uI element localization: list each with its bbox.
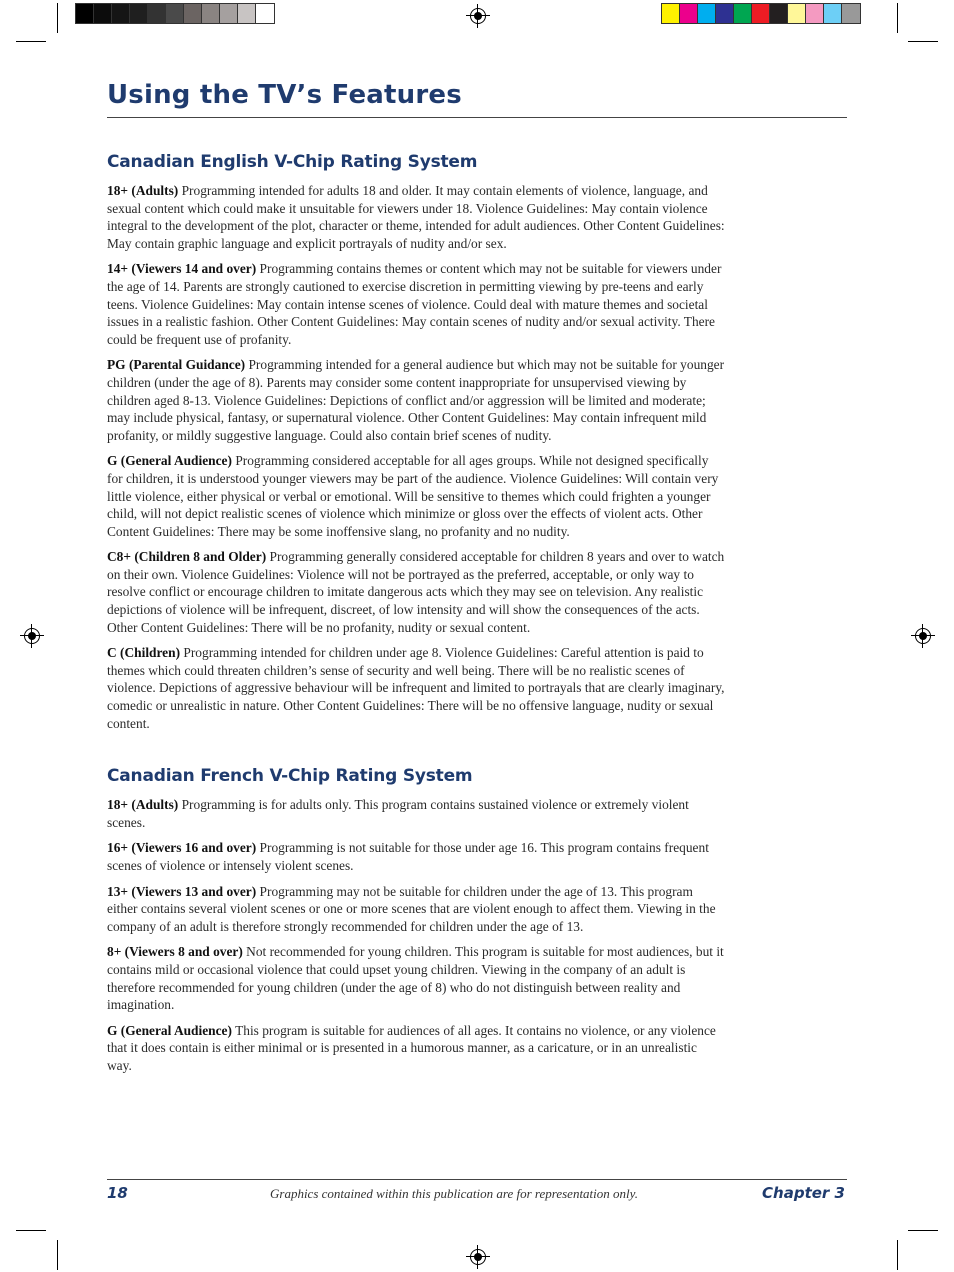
rating-entry	[107, 452, 725, 540]
rating-label: PG (Parental Guidance)	[107, 357, 246, 373]
crop-mark	[908, 41, 938, 42]
registration-mark-icon	[24, 628, 40, 644]
color-swatch	[662, 4, 680, 23]
rating-label: C (Children)	[107, 645, 181, 661]
rating-entry	[107, 644, 725, 732]
rating-label: G (General Audience)	[107, 453, 232, 469]
rating-entry	[107, 883, 725, 936]
color-swatch	[256, 4, 274, 23]
color-swatch	[130, 4, 148, 23]
section-heading: Canadian French V-Chip Rating System	[107, 766, 473, 787]
footer-disclaimer: Graphics contained within this publication are for representation only.	[270, 1186, 638, 1201]
rating-description: Programming intended for a general audience but which may not be suitable for younger children (under the age of 8). Parents may consider some content inappropriate for unsupervised viewing by children aged 8-13. Violence Guidelines: Depictions of conflict and/or aggression will be limited and moderate; may include physical, fantasy, or supernatural violence. Other Content Guidelines: May contain infrequent mild profanity, or mildly suggestive language. Could also contain brief scenes of nudity.	[107, 357, 725, 443]
page-title: Using the TV’s Features	[107, 80, 462, 110]
page-number: 18	[107, 1184, 128, 1202]
rating-label: C8+ (Children 8 and Older)	[107, 549, 267, 565]
rating-entry	[107, 943, 725, 1013]
main-content	[107, 152, 725, 1083]
color-swatch	[716, 4, 734, 23]
grayscale-color-bar	[75, 3, 275, 24]
footer-divider	[107, 1179, 847, 1180]
color-swatch	[76, 4, 94, 23]
color-swatch	[148, 4, 166, 23]
color-swatch	[202, 4, 220, 23]
rating-entry	[107, 796, 725, 831]
color-swatch	[220, 4, 238, 23]
crop-mark	[16, 1230, 46, 1231]
rating-label: 8+ (Viewers 8 and over)	[107, 944, 243, 960]
rating-description: Programming is for adults only. This program contains sustained violence or extremely violent scenes.	[107, 797, 689, 830]
rating-entry	[107, 1022, 725, 1075]
color-swatch	[112, 4, 130, 23]
rating-entry	[107, 548, 725, 636]
rating-description: Not recommended for young children. This program is suitable for most audiences, but it contains mild or occasional violence that could upset young children. Viewing in the company of an adult is therefore recommended for young children (under the age of 8) who do not distinguish between reality and imagination.	[107, 944, 724, 1013]
rating-description: Programming intended for children under age 8. Violence Guidelines: Careful attention is paid to themes which could threaten children’s sense of security and well being. There will be no realistic scenes of violence. Depictions of aggressive behaviour will be infrequent and limited to portrayals that are clearly imaginary, comedic or unrealistic in nature. Other Content Guidelines: There will be no offensive language, nudity or sexual content.	[107, 645, 725, 731]
rating-label: G (General Audience)	[107, 1022, 232, 1038]
section-heading: Canadian English V-Chip Rating System	[107, 152, 478, 172]
rating-label: 18+ (Adults)	[107, 797, 179, 813]
rating-description: This program is suitable for audiences of all ages. It contains no violence, or any violence that it does contain is either minimal or is presented in a humorous manner, as a caricature, or in an unrealistic way.	[107, 1022, 716, 1073]
registration-mark-icon	[915, 628, 931, 644]
color-swatch	[680, 4, 698, 23]
registration-mark-icon	[470, 1249, 486, 1265]
rating-description: Programming contains themes or content which may not be suitable for viewers under the age of 14. Parents are strongly cautioned to exercise discretion in permitting viewing by pre-teens and early teens. Violence Guidelines: May contain intense scenes of violence. Could deal with mature themes and societal issues in a realistic fashion. Other Content Guidelines: May contain scenes of nudity and/or sexual activity. There could be frequent use of profanity.	[107, 261, 722, 347]
color-swatch	[698, 4, 716, 23]
color-swatch	[788, 4, 806, 23]
rating-description: Programming is not suitable for those under age 16. This program contains frequent scenes of violence or intensely violent scenes.	[107, 840, 709, 873]
chapter-label: Chapter 3	[762, 1184, 845, 1202]
process-color-bar	[661, 3, 861, 24]
rating-label: 18+ (Adults)	[107, 183, 179, 198]
rating-description: Programming considered acceptable for all ages groups. While not designed specifically for children, it is understood younger viewers may be part of the audience. Violence Guidelines: Will contain very little violence, either physical or verbal or emotional. Will be sensitive to themes which could frighten a younger child, will not depict realistic scenes of violence which minimize or gloss over the effects of violent acts. Other Content Guidelines: There may be some inoffensive slang, no profanity and no nudity.	[107, 453, 719, 539]
color-swatch	[184, 4, 202, 23]
rating-entry	[107, 260, 725, 348]
color-swatch	[842, 4, 860, 23]
rating-label: 13+ (Viewers 13 and over)	[107, 883, 257, 899]
rating-entry	[107, 182, 725, 252]
rating-description: Programming generally considered acceptable for children 8 years and over to watch on their own. Violence Guidelines: Violence will not be portrayed as the preferred, acceptable, or only way to resolve conflict or encourage children to imitate dangerous acts which they may see on television. Any realistic depictions of violence will be infrequent, discreet, of low intensity and will show the consequences of the acts. Other Content Guidelines: There will be no profanity, nudity or sexual content.	[107, 549, 725, 635]
color-swatch	[734, 4, 752, 23]
color-swatch	[166, 4, 184, 23]
title-divider	[107, 117, 847, 118]
rating-entry	[107, 839, 725, 874]
color-swatch	[806, 4, 824, 23]
rating-description: Programming intended for adults 18 and older. It may contain elements of violence, language, and sexual content which could make it unsuitable for viewers under 18. Violence Guidelines: May contain violence integral to the development of the plot, character or theme, intended for adult audiences. Other Content Guidelines: May contain graphic language and explicit portrayals of nudity and/or sex.	[107, 183, 725, 251]
crop-mark	[908, 1230, 938, 1231]
color-swatch	[238, 4, 256, 23]
color-swatch	[752, 4, 770, 23]
rating-entry	[107, 356, 725, 444]
rating-description: Programming may not be suitable for children under the age of 13. This program either contains several violent scenes or one or more scenes that are violent enough to affect them. Viewing in the company of an adult is therefore strongly recommended for children under the age of 13.	[107, 883, 716, 934]
color-swatch	[824, 4, 842, 23]
crop-mark	[897, 1240, 898, 1270]
crop-mark	[57, 1240, 58, 1270]
rating-label: 16+ (Viewers 16 and over)	[107, 840, 257, 856]
crop-mark	[897, 3, 898, 33]
crop-mark	[57, 3, 58, 33]
registration-mark-icon	[470, 8, 486, 24]
color-swatch	[94, 4, 112, 23]
crop-mark	[16, 41, 46, 42]
color-swatch	[770, 4, 788, 23]
rating-label: 14+ (Viewers 14 and over)	[107, 261, 257, 277]
